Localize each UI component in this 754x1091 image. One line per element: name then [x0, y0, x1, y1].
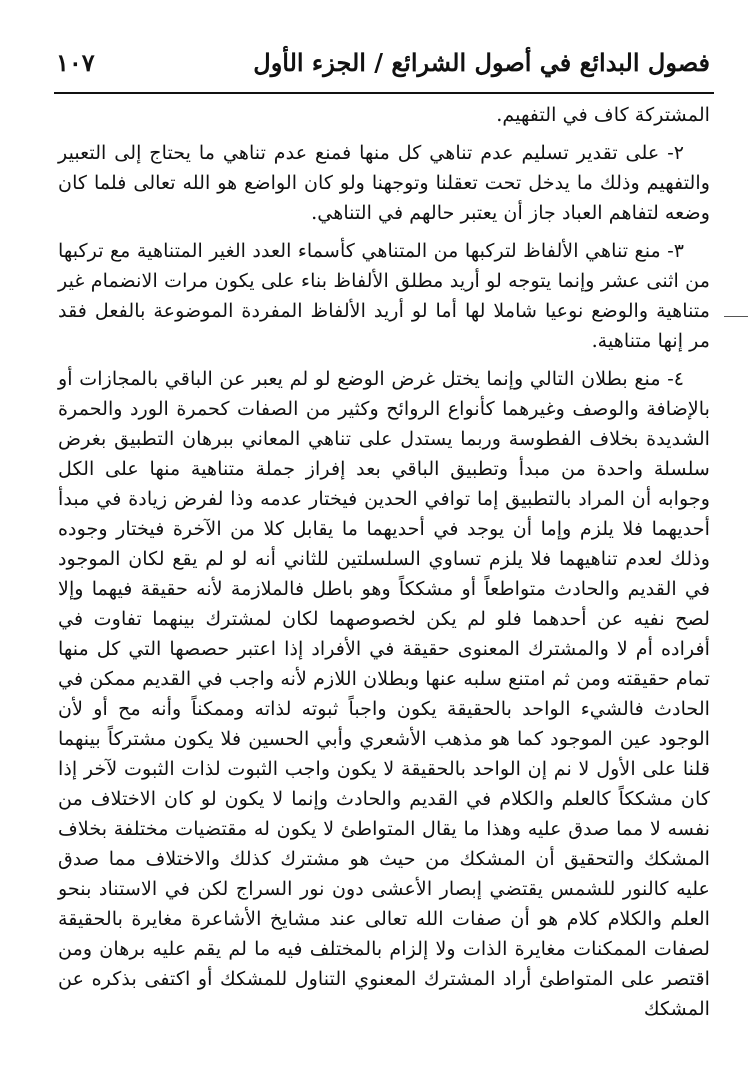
paragraph-continuation: المشتركة كاف في التفهيم. [496, 103, 710, 126]
page-number: ١٠٧ [56, 48, 95, 77]
paragraph-point-2: ٢- على تقدير تسليم عدم تناهي كل منها فمنع عدم تناهي ما يحتاج إلى التعبير والتفهيم وذلك ما يدخل تحت تعقلنا وتوجهنا ولو كان الواضع هو الله تعالى فلما كان وضعه لتفاهم العباد جاز أن يعتبر حالهم في التناهي. [58, 141, 710, 224]
header-rule [54, 92, 714, 94]
paragraph-point-3: ٣- منع تناهي الألفاظ لتركبها من المتناهي كأسماء العدد الغير المتناهية مع تركبها من اثنى عشر وإنما يتوجه لو أريد مطلق الألفاظ بناء على يكون مرات الانضمام غير متناهية والوضع نوعيا شاملا لها أما لو أريد الألفاظ المفردة الموضوعة بالفعل فقد مر إنها متناهية. [58, 239, 710, 352]
margin-mark [724, 316, 748, 317]
running-head: فصول البدائع في أصول الشرائع / الجزء الأول [253, 48, 710, 77]
paragraph-point-4: ٤- منع بطلان التالي وإنما يختل غرض الوضع لو لم يعبر عن الباقي بالمجازات أو بالإضافة والوصف وغيرهما كأنواع الروائح وكثير من الصفات كحمرة الورد والحمرة الشديدة بخلاف الفطوسة وربما يستدل على تناهي المعاني ببرهان التطبيق بغرض سلسلة واحدة من مبدأ وتطبيق الباقي بعد إفراز جملة متناهية منها على الكل وجوابه أن المراد بالتطبيق إما توافي الحدين فيختار عدمه وذا لفرض زيادة في مبدأ أحديهما فلا يلزم وإما أن يوجد في أحديهما ما يقابل كلا من الآخرة فيختار وجوده وذلك لعدم تناهيهما فلا يلزم تساوي السلسلتين للثاني أنه لو لم يقع لكان الموجود في القديم والحادث متواطعاً أو مشككاً وهو باطل فالملازمة لأنه حقيقة فيهما وإلا لصح نفيه عن أحدهما فلو لم يكن لخصوصهما لكان لمشترك بينهما تفاوت في أفراده أم لا والمشترك المعنوى حقيقة في الأفراد إذا اعتبر حصصها التي كل منها تمام حقيقته ومن ثم امتنع سلبه عنها وبطلان اللازم لأنه واجب في القديم ممكن في الحادث فالشيء الواحد بالحقيقة يكون واجباً ثبوته لذاته وممكناً وأنه مح أو لأن الوجود عين الموجود كما هو مذهب الأشعري وأبي الحسين فلا يكون مشتركاً بينهما قلنا على الأول لا نم إن الواحد بالحقيقة لا يكون واجب الثبوت لذات الثبوت لآخر إذا كان مشككاً كالعلم والكلام في القديم والحادث وإنما لا يكون لو كان الاختلاف من نفسه لا مما صدق عليه وهذا ما يقال المتواطئ لا يكون له مقتضيات مختلفة بخلاف المشكك والتحقيق أن المشكك من حيث هو مشترك كذلك والاختلاف مما صدق عليه كالنور للشمس يقتضي إبصار الأعشى دون نور السراج لكن في الاستناد بنحو العلم والكلام كلام هو أن صفات الله تعالى عند مشايخ الأشاعرة مغايرة بالحقيقة لصفات الممكنات مغايرة الذات ولا إلزام بالمختلف فيه ما لم يقم عليه برهان ومن اقتصر على المتواطئ أراد المشترك المعنوي التناول للمشكك أو اكتفى بذكره عن المشكك [58, 367, 710, 1020]
body-text [58, 100, 710, 1032]
page-header [56, 44, 710, 90]
